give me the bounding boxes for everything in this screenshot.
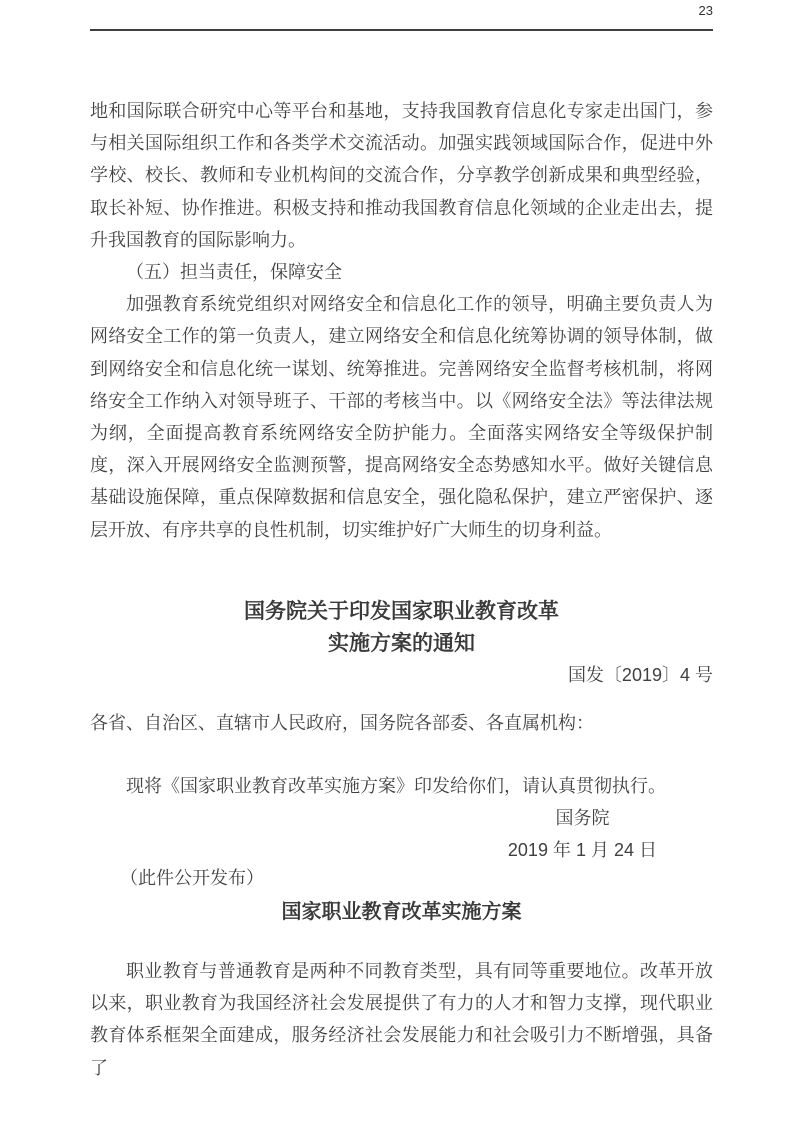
- plan-title: 国家职业教育改革实施方案: [281, 901, 522, 923]
- publish-note: （此件公开发布）: [120, 868, 264, 888]
- notice-title-line1: 国务院关于印发国家职业教育改革: [244, 600, 559, 623]
- section-heading: （五）担当责任，保障安全: [126, 262, 342, 283]
- notice-title-line2: 实施方案的通知: [328, 632, 475, 656]
- salutation-line: 各省、自治区、直辖市人民政府，国务院各部委、各直属机构：: [90, 713, 594, 733]
- directive-paragraph: 现将《国家职业教育改革实施方案》印发给你们，请认真贯彻执行。: [126, 776, 666, 796]
- signature-block: [508, 802, 657, 866]
- header-rule: [90, 29, 713, 31]
- plan-opening-paragraph: 职业教育与普通教育是两种不同教育类型，具有同等重要地位。改革开放以来，职业教育为我国经济社会发展提供了有力的人才和智力支撑，现代职业教育体系框架全面建成，服务经济社会发展能力和社会吸引力不断增强，具备了: [90, 961, 713, 1078]
- security-paragraph: 加强教育系统党组织对网络安全和信息化工作的领导，明确主要负责人为网络安全工作的第一负责人，建立网络安全和信息化统筹协调的领导体制，做到网络安全和信息化统一谋划、统筹推进。完善网络安全监督考核机制，将网络安全工作纳入对领导班子、干部的考核当中。以《网络安全法》等法律法规为纲，全面提高教育系统网络安全防护能力。全面落实网络安全等级保护制度，深入开展网络安全监测预警，提高网络安全态势感知水平。做好关键信息基础设施保障，重点保障数据和信息安全，强化隐私保护，建立严密保护、逐层开放、有序共享的良性机制，切实维护好广大师生的切身利益。: [90, 294, 713, 540]
- continuation-paragraph: 地和国际联合研究中心等平台和基地，支持我国教育信息化专家走出国门，参与相关国际组织工作和各类学术交流活动。加强实践领域国际合作，促进中外学校、校长、教师和专业机构间的交流合作，分享教学创新成果和典型经验，取长补短、协作推进。积极支持和推动我国教育信息化领域的企业走出去，提升我国教育的国际影响力。: [90, 101, 713, 250]
- signature-date: 2019 年 1 月 24 日: [507, 840, 657, 861]
- document-number: 国发〔2019〕4 号: [567, 665, 713, 685]
- notice-title: [90, 596, 713, 660]
- body-text-block: [90, 95, 713, 546]
- signer-name: 国务院: [555, 808, 610, 828]
- page-number: 23: [698, 3, 713, 18]
